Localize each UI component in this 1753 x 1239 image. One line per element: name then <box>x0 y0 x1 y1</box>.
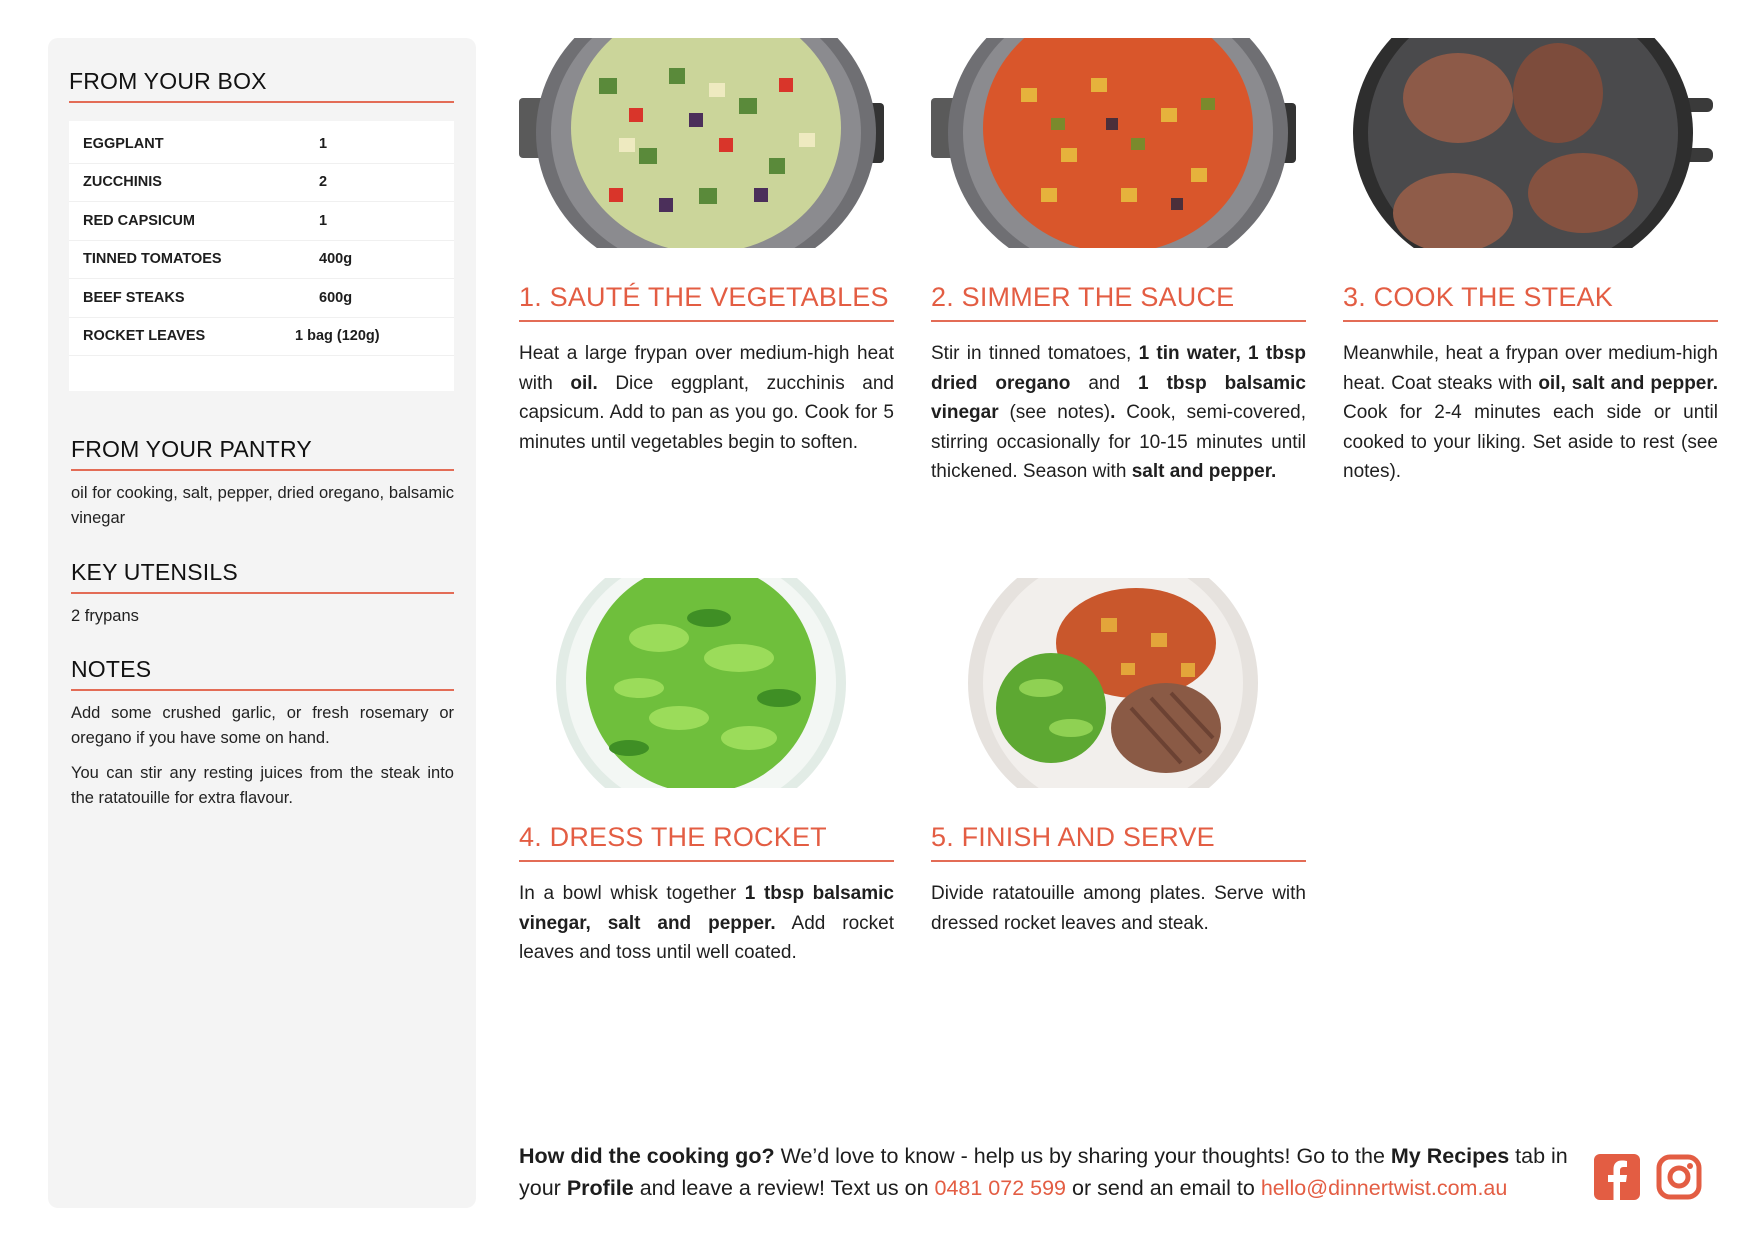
step-4 <box>519 578 894 968</box>
step-5-title: 5. FINISH AND SERVE <box>931 822 1306 862</box>
step-3 <box>1343 38 1718 487</box>
from-your-pantry-section <box>71 436 454 531</box>
ingredient-name: TINNED TOMATOES <box>83 251 222 268</box>
step-4-title: 4. DRESS THE ROCKET <box>519 822 894 862</box>
utensils-text: 2 frypans <box>71 607 139 625</box>
from-your-pantry-title: FROM YOUR PANTRY <box>71 436 454 471</box>
table-row <box>69 164 454 203</box>
from-your-box-section <box>69 68 454 391</box>
step-4-image <box>519 578 894 788</box>
step-2 <box>931 38 1306 487</box>
ingredient-qty: 2 <box>319 174 328 191</box>
box-ingredients-table <box>69 121 454 391</box>
step-5-image <box>931 578 1306 788</box>
step-1-title: 1. SAUTÉ THE VEGETABLES <box>519 282 894 322</box>
notes-title: NOTES <box>71 656 454 691</box>
ingredient-qty: 1 <box>319 212 328 229</box>
ingredient-qty: 1 bag (120g) <box>295 328 380 345</box>
ingredients-sidebar <box>48 38 476 1208</box>
notes-section <box>71 656 454 811</box>
ingredient-name: RED CAPSICUM <box>83 212 195 229</box>
step-1 <box>519 38 894 457</box>
key-utensils-title: KEY UTENSILS <box>71 559 454 594</box>
step-1-image <box>519 38 894 248</box>
step-5 <box>931 578 1306 938</box>
step-2-text: Stir in tinned tomatoes, 1 tin water, 1 tbsp dried oregano and 1 tbsp balsamic vinegar (see notes). Cook, semi-covered, stirring occasionally for 10-15 minutes until thickened. Season with salt and pepper. <box>931 343 1307 482</box>
facebook-icon[interactable] <box>1594 1154 1640 1200</box>
feedback-footer: How did the cooking go? We’d love to know - help us by sharing your thoughts! Go to the My Recipes tab in your Profile and leave a review! Text us on 0481 072 599 or send an email to hello@dinnertwist.com.au <box>519 1144 1568 1200</box>
instagram-icon[interactable] <box>1656 1154 1702 1200</box>
ingredient-qty: 600g <box>319 289 353 306</box>
key-utensils-section <box>71 559 454 629</box>
table-row <box>69 202 454 241</box>
ingredient-name: ZUCCHINIS <box>83 174 162 191</box>
phone-link[interactable]: 0481 072 599 <box>934 1175 1067 1200</box>
email-link[interactable]: hello@dinnertwist.com.au <box>1260 1175 1508 1200</box>
step-3-title: 3. COOK THE STEAK <box>1343 282 1718 322</box>
table-row <box>69 241 454 280</box>
step-2-image <box>931 38 1306 248</box>
ingredient-name: EGGPLANT <box>83 135 164 152</box>
step-5-text: Divide ratatouille among plates. Serve with dressed rocket leaves and steak. <box>931 883 1306 934</box>
step-2-title: 2. SIMMER THE SAUCE <box>931 282 1306 322</box>
note-paragraph: You can stir any resting juices from the steak into the ratatouille for extra flavour. <box>71 764 454 807</box>
step-1-text: Heat a large frypan over medium-high heat with oil. Dice eggplant, zucchinis and capsicum. Add to pan as you go. Cook for 5 minutes until vegetables begin to soften. <box>519 343 894 453</box>
step-3-text: Meanwhile, heat a frypan over medium-high heat. Coat steaks with oil, salt and pepper. Cook for 2-4 minutes each side or until cooked to your liking. Set aside to rest (see notes). <box>1343 343 1719 482</box>
ingredient-name: ROCKET LEAVES <box>83 328 206 345</box>
table-row <box>69 125 454 164</box>
pantry-text: oil for cooking, salt, pepper, dried oregano, balsamic vinegar <box>71 484 454 527</box>
step-3-image <box>1343 38 1718 248</box>
table-row <box>69 318 454 357</box>
ingredient-qty: 1 <box>319 135 328 152</box>
table-row <box>69 279 454 318</box>
from-your-box-title: FROM YOUR BOX <box>69 68 454 103</box>
note-paragraph: Add some crushed garlic, or fresh rosemary or oregano if you have some on hand. <box>71 704 454 747</box>
ingredient-qty: 400g <box>319 251 353 268</box>
step-4-text: In a bowl whisk together 1 tbsp balsamic vinegar, salt and pepper. Add rocket leaves and toss until well coated. <box>519 883 895 963</box>
ingredient-name: BEEF STEAKS <box>83 289 185 306</box>
